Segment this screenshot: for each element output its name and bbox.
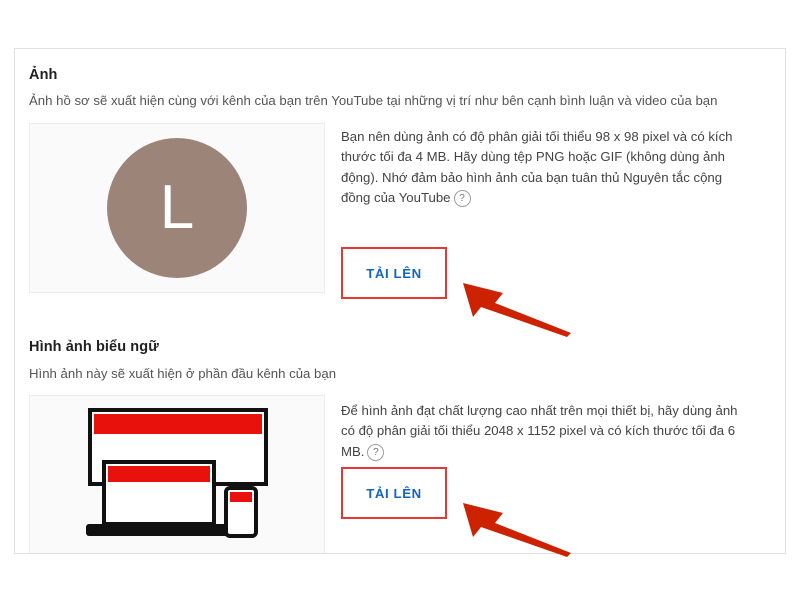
banner-section-title: Hình ảnh biểu ngữ (29, 339, 159, 355)
photo-preview-area (29, 123, 325, 293)
help-icon[interactable]: ? (454, 190, 471, 207)
photo-upload-button[interactable]: TẢI LÊN (343, 249, 445, 297)
banner-upload-highlight (341, 467, 447, 519)
devices-illustration-icon (30, 396, 326, 554)
avatar: L (107, 138, 247, 278)
banner-description-text: Để hình ảnh đạt chất lượng cao nhất trên mọi thiết bị, hãy dùng ảnh có độ phân giải tối thiểu 2048 x 1152 pixel và có kích thước tối đa 6 MB. (341, 403, 738, 459)
banner-description (341, 401, 755, 462)
photo-upload-highlight (341, 247, 447, 299)
photo-section-title: Ảnh (29, 67, 58, 83)
photo-section-subtitle: Ảnh hồ sơ sẽ xuất hiện cùng với kênh của bạn trên YouTube tại những vị trí như bên cạnh bình luận và video của bạn (29, 93, 718, 108)
banner-preview-area (29, 395, 325, 553)
banner-upload-arrow-annotation (459, 501, 575, 557)
banner-section-subtitle: Hình ảnh này sẽ xuất hiện ở phần đầu kênh của bạn (29, 366, 337, 381)
channel-customization-card (14, 48, 786, 554)
photo-description-text: Bạn nên dùng ảnh có độ phân giải tối thiểu 98 x 98 pixel và có kích thước tối đa 4 MB. Hãy dùng tệp PNG hoặc GIF (không dùng ảnh động). Nhớ đảm bảo hình ảnh của bạn tuân thủ Nguyên tắc cộng đồng của YouTube (341, 129, 733, 206)
photo-upload-arrow-annotation (459, 281, 575, 337)
photo-description (341, 127, 755, 209)
help-icon[interactable]: ? (367, 444, 384, 461)
banner-upload-button[interactable]: TẢI LÊN (343, 469, 445, 517)
